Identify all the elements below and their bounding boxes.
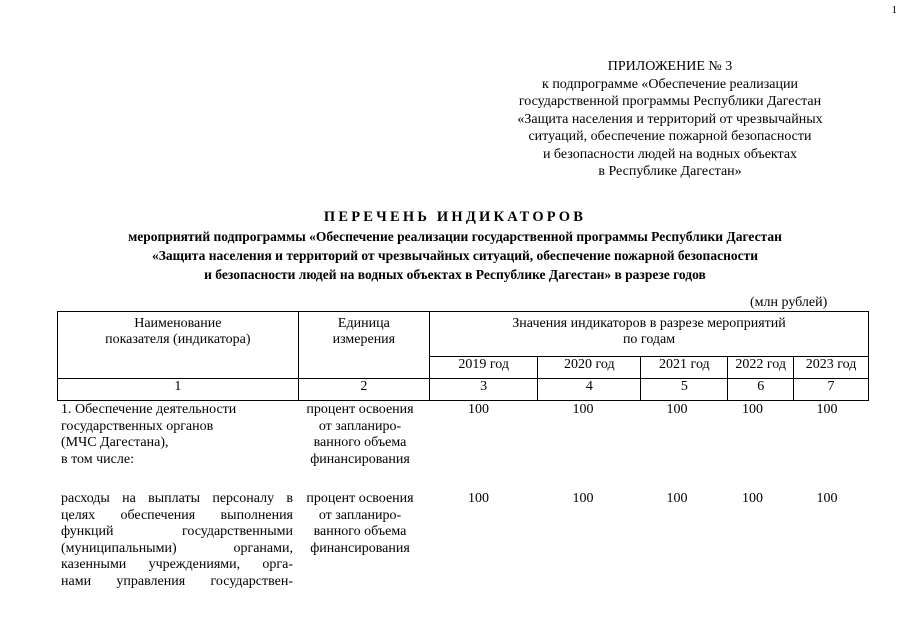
header-values: Значения индикаторов в разрезе мероприятий по годам	[430, 312, 869, 357]
value-2021: 100	[666, 491, 688, 506]
title-line: и безопасности людей на водных объектах в Республике Дагестан» в разрезе годов	[204, 267, 706, 282]
row-unit: процент освоения от запланиро- ванного объема финансирования	[306, 491, 414, 556]
page-mark: 1	[891, 4, 897, 16]
value-2019: 100	[468, 491, 489, 506]
column-number: 4	[538, 379, 641, 401]
appendix-line: государственной программы Республики Дагестан	[518, 94, 822, 109]
year-2023: 2023 год	[794, 357, 869, 379]
appendix-line: и безопасности людей на водных объектах	[542, 146, 798, 162]
document-title	[40, 207, 870, 284]
indicator-table-header	[57, 311, 869, 401]
column-number: 1	[58, 379, 299, 401]
column-number: 7	[794, 379, 869, 401]
column-number: 3	[430, 379, 538, 401]
column-number: 2	[298, 379, 429, 401]
header-name: Наименование показателя (индикатора)	[58, 312, 299, 379]
appendix-line: ситуаций, обеспечение пожарной безопасности	[528, 129, 812, 144]
value-2023: 100	[816, 402, 838, 417]
appendix-header: ПРИЛОЖЕНИЕ № 3	[607, 59, 733, 74]
title-line: «Защита населения и территорий от чрезвычайных ситуаций, обеспечение пожарной безопасности	[151, 248, 759, 263]
value-2020: 100	[572, 402, 594, 417]
year-2020: 2020 год	[538, 357, 641, 379]
appendix-line: в Республике Дагестан»	[598, 164, 742, 179]
value-2019: 100	[468, 402, 489, 417]
year-2022: 2022 год	[728, 357, 794, 379]
value-2023: 100	[816, 491, 838, 506]
appendix-line: «Защита населения и территорий от чрезвычайных	[517, 111, 823, 127]
row-name: 1. Обеспечение деятельности государственных органов (МЧС Дагестана), в том числе:	[61, 402, 237, 467]
appendix-line: к подпрограмме «Обеспечение реализации	[542, 76, 798, 92]
column-number: 5	[641, 379, 728, 401]
value-2022: 100	[742, 491, 763, 506]
appendix-block	[470, 58, 870, 181]
units-note: (млн рублей)	[750, 295, 828, 310]
header-unit: Единица измерения	[298, 312, 429, 379]
title-line: мероприятий подпрограммы «Обеспечение реализации государственной программы Республики Дагестан	[128, 229, 782, 244]
row-name: расходы на выплаты персоналу в целях обеспечения выполнения функций государственными (муниципальными) органами, казенными учреждениями, орга- нами управления государствен-	[61, 491, 293, 589]
year-2021: 2021 год	[641, 357, 728, 379]
value-2021: 100	[666, 402, 688, 417]
value-2022: 100	[742, 402, 763, 417]
column-number: 6	[728, 379, 794, 401]
year-2019: 2019 год	[430, 357, 538, 379]
title-main: ПЕРЕЧЕНЬ ИНДИКАТОРОВ	[323, 209, 587, 225]
value-2020: 100	[572, 491, 594, 506]
row-unit: процент освоения от запланиро- ванного объема финансирования	[306, 402, 414, 467]
